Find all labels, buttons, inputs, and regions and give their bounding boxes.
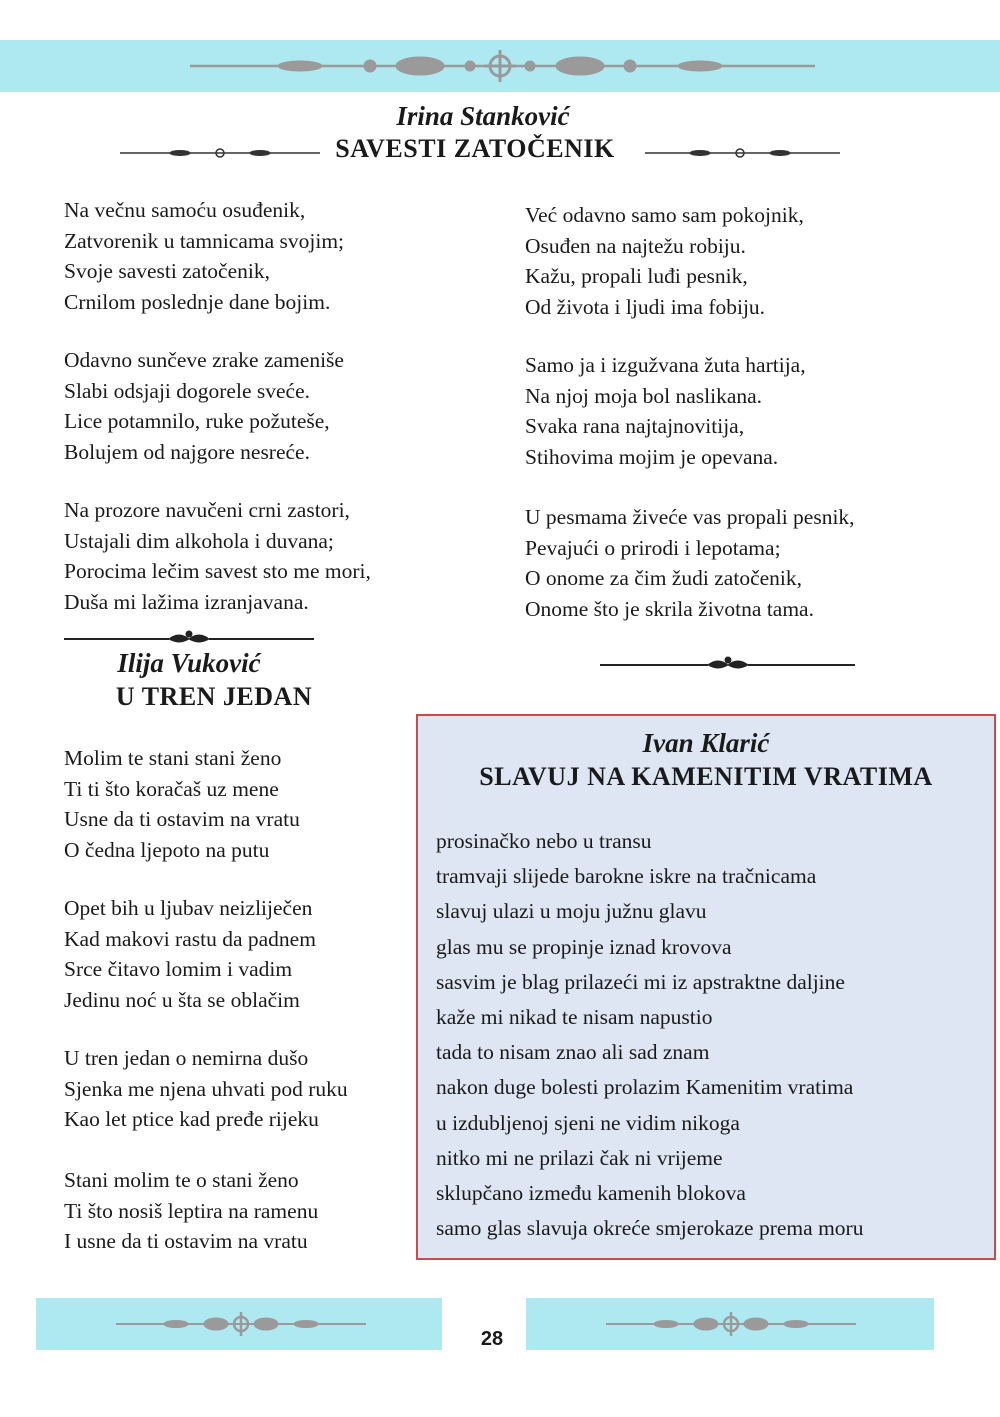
stanza xyxy=(525,350,806,472)
verse-line: Stihovima mojim je opevana. xyxy=(525,444,779,469)
verse-line: Pevajući o prirodi i lepotama; xyxy=(525,535,781,560)
verse-line: Od života i ljudi ima fobiju. xyxy=(525,294,766,319)
verse-line: Osuđen na najtežu robiju. xyxy=(525,233,746,258)
verse-line: Lice potamnilo, ruke požuteše, xyxy=(64,409,330,433)
poem-title-vukovic: U TREN JEDAN xyxy=(115,682,313,711)
fleuron-divider-icon xyxy=(64,630,314,648)
poem-title-stankovic: SAVESTI ZATOČENIK xyxy=(335,134,615,163)
verse-line: Sjenka me njena uhvati pod ruku xyxy=(64,1076,348,1101)
verse-line: Stani molim te o stani ženo xyxy=(64,1168,299,1192)
verse-line: Onome što je skrila životna tama. xyxy=(525,596,814,621)
verse-line: Ti što nosiš leptira na ramenu xyxy=(64,1198,319,1223)
poem-author-klaric: Ivan Klarić xyxy=(642,728,770,758)
fleuron-divider-icon xyxy=(600,656,855,674)
verse-line: Odavno sunčeve zrake zameniše xyxy=(64,348,344,372)
title-rule-right-icon xyxy=(645,146,840,160)
verse-line: Bolujem od najgore nesreće. xyxy=(64,439,310,464)
verse-line: Ustajali dim alkohola i duvana; xyxy=(64,528,334,553)
verse-line: slavuj ulazi u moju južnu glavu xyxy=(436,899,707,924)
bottom-decorative-band-right xyxy=(526,1298,934,1350)
stanza xyxy=(64,195,344,317)
stanza xyxy=(525,502,855,624)
verse-line: glas mu se propinje iznad krovova xyxy=(436,934,732,959)
verse-line: Samo ja i izgužvana žuta hartija, xyxy=(525,353,806,377)
poem-author-vukovic: Ilija Vuković xyxy=(117,648,261,678)
verse-line: u izdubljenoj sjeni ne vidim nikoga xyxy=(436,1110,740,1135)
stanza xyxy=(64,345,344,467)
verse-line: Opet bih u ljubav neizliječen xyxy=(64,896,313,920)
page-number: 28 xyxy=(480,1328,504,1350)
verse-line: Crnilom poslednje dane bojim. xyxy=(64,289,331,314)
poem-title-klaric: SLAVUJ NA KAMENITIM VRATIMA xyxy=(479,762,933,791)
verse-line: Porocima lečim savest sto me mori, xyxy=(64,559,371,583)
verse-line: I usne da ti ostavim na vratu xyxy=(64,1229,308,1253)
verse-line: tada to nisam znao ali sad znam xyxy=(436,1040,710,1065)
verse-line: Kao let ptice kad pređe rijeku xyxy=(64,1107,319,1131)
stanza xyxy=(64,1165,318,1257)
verse-line: Usne da ti ostavim na vratu xyxy=(64,807,300,831)
verse-line: samo glas slavuja okreće smjerokaze prema moru xyxy=(436,1216,864,1241)
bottom-decorative-band-left xyxy=(36,1298,442,1350)
poem-author-stankovic: Irina Stanković xyxy=(396,101,570,131)
flourish-ornament-icon xyxy=(0,40,1000,92)
verse-line: nitko mi ne prilazi čak ni vrijeme xyxy=(436,1145,723,1170)
verse-line: Na njoj moja bol naslikana. xyxy=(525,383,763,408)
verse-line: kaže mi nikad te nisam napustio xyxy=(436,1004,713,1029)
verse-line: tramvaji slijede barokne iskre na tračnicama xyxy=(436,864,817,889)
stanza xyxy=(64,893,316,1015)
flourish-ornament-icon xyxy=(36,1298,442,1350)
verse-line: Svaka rana najtajnovitija, xyxy=(525,414,745,438)
verse-line: U pesmama živeće vas propali pesnik, xyxy=(525,505,855,529)
stanza xyxy=(525,200,804,322)
stanza xyxy=(64,743,300,865)
verse-line: Već odavno samo sam pokojnik, xyxy=(525,203,804,227)
verse-line: sasvim je blag prilazeći mi iz apstraktne daljine xyxy=(436,969,845,994)
verse-line: O čedna ljepoto na putu xyxy=(64,837,270,862)
stanza xyxy=(436,824,863,1246)
verse-line: O onome za čim žudi zatočenik, xyxy=(525,566,803,590)
verse-line: Svoje savesti zatočenik, xyxy=(64,259,270,283)
verse-line: Molim te stani stani ženo xyxy=(64,746,282,770)
flourish-ornament-icon xyxy=(526,1298,934,1350)
verse-line: Na večnu samoću osuđenik, xyxy=(64,198,306,222)
verse-line: Zatvorenik u tamnicama svojim; xyxy=(64,228,345,253)
stanza xyxy=(64,495,371,617)
verse-line: U tren jedan o nemirna dušo xyxy=(64,1046,309,1070)
verse-line: Kad makovi rastu da padnem xyxy=(64,926,316,951)
verse-line: Jedinu noć u šta se oblačim xyxy=(64,987,300,1012)
verse-line: Duša mi lažima izranjavana. xyxy=(64,589,309,614)
top-decorative-band xyxy=(0,40,1000,92)
verse-line: prosinačko nebo u transu xyxy=(436,829,652,853)
verse-line: Slabi odsjaji dogorele sveće. xyxy=(64,378,310,403)
poem-klaric-box xyxy=(416,714,996,1260)
verse-line: sklupčano između kamenih blokova xyxy=(436,1180,746,1205)
verse-line: Na prozore navučeni crni zastori, xyxy=(64,498,350,522)
stanza xyxy=(64,1043,348,1135)
verse-line: Srce čitavo lomim i vadim xyxy=(64,957,293,981)
verse-line: nakon duge bolesti prolazim Kamenitim vratima xyxy=(436,1075,854,1100)
verse-line: Ti ti što koračaš uz mene xyxy=(64,776,279,801)
verse-line: Kažu, propali luđi pesnik, xyxy=(525,264,748,288)
